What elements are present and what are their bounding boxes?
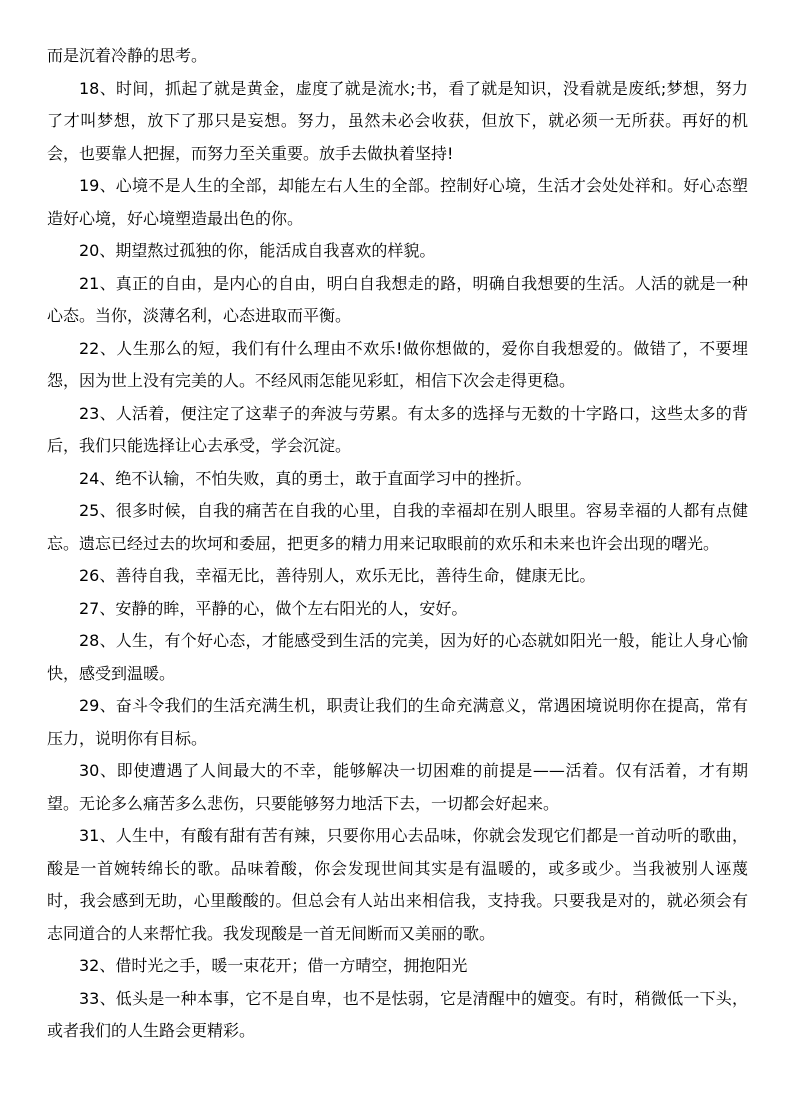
quote-paragraph: 19、心境不是人生的全部，却能左右人生的全部。控制好心境，生活才会处处祥和。好心态塑造好心境，好心境塑造最出色的你。	[47, 176, 748, 228]
quote-paragraph: 33、低头是一种本事，它不是自卑，也不是怯弱，它是清醒中的嬗变。有时，稍微低一下头，或者我们的人生路会更精彩。	[47, 988, 748, 1040]
quote-paragraph: 21、真正的自由，是内心的自由，明白自我想走的路，明确自我想要的生活。人活的就是一种心态。当你，淡薄名利，心态进取而平衡。	[47, 273, 748, 325]
quote-paragraph: 18、时间，抓起了就是黄金，虚度了就是流水;书，看了就是知识，没看就是废纸;梦想，努力了才叫梦想，放下了那只是妄想。努力，虽然未必会收获，但放下，就必须一无所获。再好的机会，也要靠人把握，而努力至关重要。放手去做执着坚持!	[47, 78, 748, 163]
quote-paragraph: 25、很多时候，自我的痛苦在自我的心里，自我的幸福却在别人眼里。容易幸福的人都有点健忘。遗忘已经过去的坎坷和委屈，把更多的精力用来记取眼前的欢乐和未来也许会出现的曙光。	[47, 501, 748, 553]
quote-paragraph: 而是沉着冷静的思考。	[47, 46, 208, 65]
quote-paragraph: 32、借时光之手，暖一束花开；借一方晴空，拥抱阳光	[79, 956, 468, 975]
quotes-list	[47, 40, 748, 1048]
quote-paragraph: 29、奋斗令我们的生活充满生机，职责让我们的生命充满意义，常遇困境说明你在提高，常有压力，说明你有目标。	[47, 696, 748, 748]
quote-paragraph: 20、期望熬过孤独的你，能活成自我喜欢的样貌。	[79, 241, 436, 260]
quote-paragraph: 27、安静的眸，平静的心，做个左右阳光的人，安好。	[79, 598, 468, 618]
quote-paragraph: 31、人生中，有酸有甜有苦有辣，只要你用心去品味，你就会发现它们都是一首动听的歌曲，酸是一首婉转绵长的歌。品味着酸，你会发现世间其实是有温暖的，或多或少。当我被别人诬蔑时，我会感到无助，心里酸酸的。但总会有人站出来相信我，支持我。只要我是对的，就必须会有志同道合的人来帮忙我。我发现酸是一首无间断而又美丽的歌。	[47, 826, 748, 943]
quote-paragraph: 22、人生那么的短，我们有什么理由不欢乐!做你想做的，爱你自我想爱的。做错了，不要埋怨，因为世上没有完美的人。不经风雨怎能见彩虹，相信下次会走得更稳。	[47, 338, 748, 390]
quote-paragraph: 30、即使遭遇了人间最大的不幸，能够解决一切困难的前提是——活着。仅有活着，才有期望。无论多么痛苦多么悲伤，只要能够努力地活下去，一切都会好起来。	[47, 761, 748, 813]
quote-paragraph: 24、绝不认输，不怕失败，真的勇士，敢于直面学习中的挫折。	[79, 468, 532, 488]
quote-paragraph: 23、人活着，便注定了这辈子的奔波与劳累。有太多的选择与无数的十字路口，这些太多的背后，我们只能选择让心去承受，学会沉淀。	[47, 403, 748, 455]
quote-paragraph: 28、人生，有个好心态，才能感受到生活的完美，因为好的心态就如阳光一般，能让人身心愉快，感受到温暖。	[47, 631, 748, 683]
quote-paragraph: 26、善待自我，幸福无比，善待别人，欢乐无比，善待生命，健康无比。	[79, 566, 596, 585]
